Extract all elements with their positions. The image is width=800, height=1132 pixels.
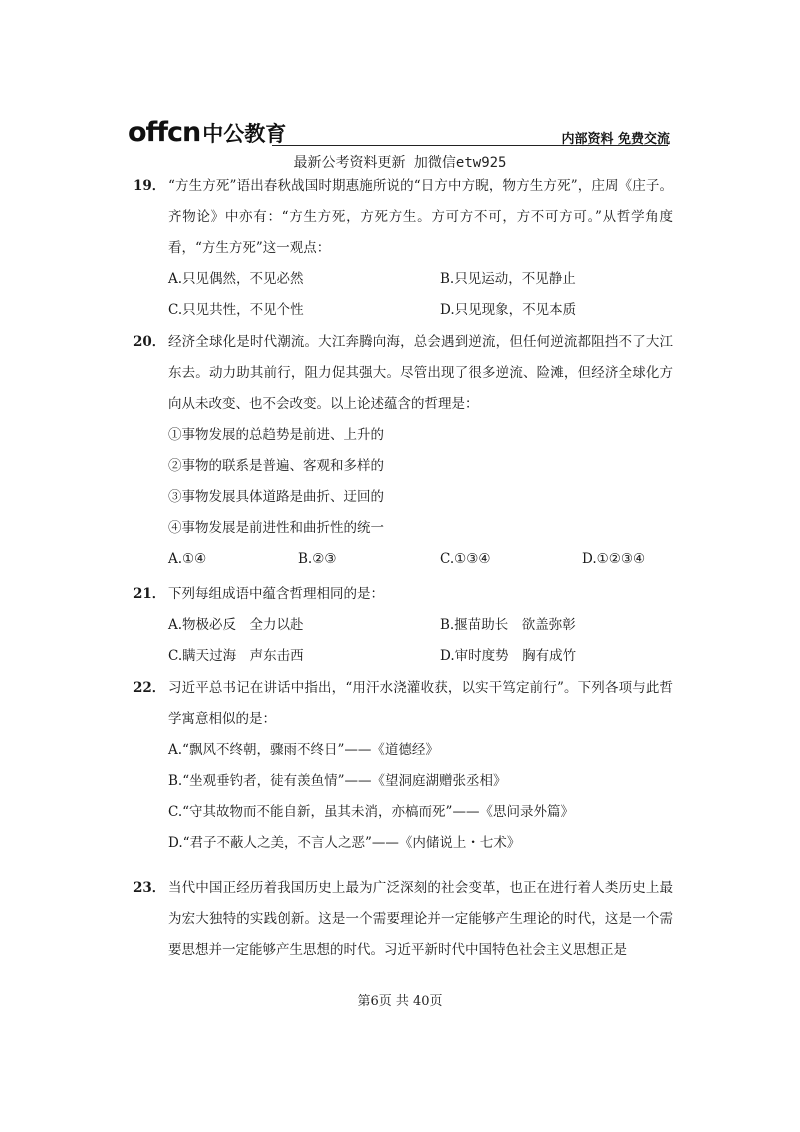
option-a: A.物极必反 全力以赴 (168, 617, 304, 633)
question-stem: 下列每组成语中蕴含哲理相同的是： (168, 586, 384, 602)
watermark-text: 最新公考资料更新 加微信etw925 (293, 155, 507, 171)
question-number: 23． (133, 880, 166, 896)
question-number: 19． (133, 178, 166, 194)
option-c: C.①③④ (440, 551, 491, 567)
question-20 (133, 327, 673, 575)
question-stem: “方生方死”语出春秋战国时期惠施所说的“日方中方睨，物方生方死”，庄周《庄子。齐物论》中亦有：“方生方死，方死方生。方可方不可，方不可方可。”从哲学角度看，“方生方死”这一观点： (168, 178, 673, 256)
statement-3: ③事物发展具体道路是曲折、迂回的 (168, 489, 384, 505)
option-a: A.①④ (168, 551, 207, 567)
question-stem: 当代中国正经历着我国历史上最为广泛深刻的社会变革，也正在进行着人类历史上最为宏大独特的实践创新。这是一个需要理论并一定能够产生理论的时代，这是一个需要思想并一定能够产生思想的时代。习近平新时代中国特色社会主义思想正是 (168, 880, 673, 958)
option-row (168, 544, 673, 575)
question-number: 22． (133, 680, 166, 696)
option-c: C.瞒天过海 声东击西 (168, 648, 304, 664)
question-22 (133, 673, 673, 859)
option-b: B.②③ (298, 551, 337, 567)
statement-1: ①事物发展的总趋势是前进、上升的 (168, 427, 384, 443)
option-d: D.①②③④ (582, 551, 646, 567)
question-stem: 经济全球化是时代潮流。大江奔腾向海，总会遇到逆流，但任何逆流都阻挡不了大江东去。动力助其前行，阻力促其强大。尽管出现了很多逆流、险滩，但经济全球化方向从未改变、也不会改变。以上论述蕴含的哲理是： (168, 334, 673, 412)
option-d: D.“君子不蔽人之美，不言人之恶”——《内储说上・七术》 (168, 835, 521, 851)
option-d: D.审时度势 胸有成竹 (440, 648, 577, 664)
logo-english: offcn (128, 117, 201, 148)
option-row (168, 641, 673, 672)
page-number: 第6页 共 40页 (357, 994, 443, 1009)
option-row (168, 264, 673, 295)
option-a: A.“飘风不终朝，骤雨不终日”——《道德经》 (168, 742, 439, 758)
option-d: D.只见现象，不见本质 (440, 302, 577, 318)
question-number: 21． (133, 586, 166, 602)
header-right-text: 内部资料 免费交流 (561, 132, 670, 147)
statement-4: ④事物发展是前进性和曲折性的统一 (168, 520, 384, 536)
question-stem: 习近平总书记在讲话中指出，“用汗水浇灌收获，以实干笃定前行”。下列各项与此哲学寓意相似的是： (168, 680, 673, 727)
question-number: 20． (133, 334, 166, 350)
question-21 (133, 579, 673, 672)
option-row (168, 610, 673, 641)
option-b: B.“坐观垂钓者，徒有羡鱼情”——《望洞庭湖赠张丞相》 (168, 773, 507, 789)
question-23 (133, 873, 673, 966)
option-b: B.只见运动，不见静止 (440, 271, 576, 287)
option-c: C.“守其故物而不能自新，虽其未消，亦槁而死”——《思问录外篇》 (168, 804, 574, 820)
offcn-logo (128, 118, 286, 148)
option-b: B.揠苗助长 欲盖弥彰 (440, 617, 576, 633)
option-a: A.只见偶然，不见必然 (168, 271, 304, 287)
option-c: C.只见共性，不见个性 (168, 302, 304, 318)
logo-chinese: 中公教育 (202, 122, 287, 146)
statement-2: ②事物的联系是普遍、客观和多样的 (168, 458, 384, 474)
question-19 (133, 171, 673, 326)
option-row (168, 295, 673, 326)
